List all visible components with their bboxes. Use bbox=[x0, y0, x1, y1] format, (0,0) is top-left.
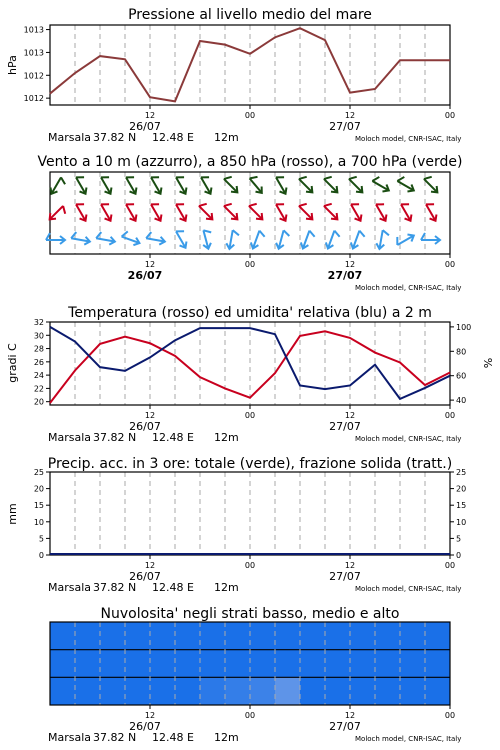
footer-lat: 37.82 N bbox=[93, 581, 137, 594]
barb-shaft bbox=[351, 204, 360, 220]
barb-shaft bbox=[50, 206, 63, 219]
cloud-cell bbox=[50, 622, 76, 650]
date-label: 26/07 bbox=[129, 570, 161, 583]
barb-shaft bbox=[101, 177, 110, 193]
barb-shaft bbox=[224, 179, 237, 192]
footer-lon: 12.48 E bbox=[152, 731, 194, 744]
x-tick-label: 12 bbox=[144, 260, 156, 269]
footer-lon: 12.48 E bbox=[152, 431, 194, 444]
barb-shaft bbox=[349, 179, 362, 192]
y-axis-label: gradi C bbox=[6, 343, 19, 383]
y-axis-label-right: % bbox=[482, 357, 495, 369]
pressure-point bbox=[75, 73, 76, 74]
cloud-cell bbox=[400, 677, 426, 705]
x-tick-label: 12 bbox=[144, 711, 156, 720]
y-tick-label: 24 bbox=[33, 371, 44, 381]
pressure-point bbox=[425, 60, 426, 61]
y-tick-label-right: 10 bbox=[456, 517, 467, 527]
pressure-point bbox=[125, 59, 126, 60]
barb-shaft bbox=[303, 231, 309, 248]
y-tick-label-right: 40 bbox=[456, 396, 467, 406]
barb-shaft bbox=[224, 206, 237, 219]
x-tick-label: 00 bbox=[244, 711, 256, 720]
wind-barb bbox=[221, 201, 242, 222]
cloud-cell bbox=[250, 650, 276, 678]
wind-barb bbox=[246, 201, 267, 222]
wind-barb bbox=[421, 233, 440, 244]
cloud-cell bbox=[300, 650, 326, 678]
cloud-cell bbox=[325, 677, 351, 705]
wind-barb bbox=[296, 201, 317, 222]
x-tick-label: 00 bbox=[444, 711, 456, 720]
barb-shaft bbox=[122, 237, 139, 243]
cloud-cell bbox=[250, 622, 276, 650]
x-tick-label: 12 bbox=[344, 561, 356, 570]
panel-title: Pressione al livello medio del mare bbox=[128, 7, 372, 23]
pressure-point bbox=[275, 37, 276, 38]
cloud-cell bbox=[75, 650, 101, 678]
wind-barb bbox=[346, 174, 367, 195]
barb-shaft bbox=[126, 204, 135, 220]
cloud-cell bbox=[225, 622, 251, 650]
barb-shaft bbox=[299, 179, 312, 192]
cloud-cell bbox=[400, 650, 426, 678]
wind-barb bbox=[70, 231, 91, 245]
wind-barb bbox=[46, 233, 65, 244]
footer-model: Moloch model, CNR-ISAC, Italy bbox=[355, 135, 462, 143]
date-label: 27/07 bbox=[329, 570, 361, 583]
cloud-cell bbox=[325, 622, 351, 650]
date-label: 26/07 bbox=[127, 269, 163, 282]
panel-title: Precip. acc. in 3 ore: totale (verde), frazione solida (tratt.) bbox=[47, 456, 453, 472]
pressure-point bbox=[400, 60, 401, 61]
cloud-cell bbox=[100, 650, 126, 678]
date-label: 27/07 bbox=[329, 720, 361, 733]
barb-shaft bbox=[426, 204, 435, 220]
barb-shaft bbox=[201, 177, 210, 193]
barb-shaft bbox=[324, 206, 337, 219]
cloud-cell bbox=[275, 677, 301, 705]
pressure-point bbox=[300, 28, 301, 29]
wind-barb bbox=[196, 201, 217, 222]
y-tick-label: 1013 bbox=[23, 48, 44, 58]
cloud-cell bbox=[425, 677, 451, 705]
barb-shaft bbox=[276, 204, 285, 220]
wind-barb bbox=[225, 229, 239, 250]
cloud-cell bbox=[350, 677, 376, 705]
footer-elevation: 12m bbox=[214, 131, 239, 144]
y-tick-label: 25 bbox=[33, 468, 44, 477]
wind-barb bbox=[296, 174, 317, 195]
x-tick-label: 00 bbox=[444, 561, 456, 570]
cloud-cell bbox=[200, 677, 226, 705]
y-tick-label: 32 bbox=[33, 318, 44, 327]
x-tick-label: 12 bbox=[344, 260, 356, 269]
y-axis-label: hPa bbox=[6, 55, 19, 75]
barb-shaft bbox=[299, 206, 312, 219]
wind-barb bbox=[375, 229, 389, 250]
y-tick-label: 22 bbox=[33, 384, 44, 394]
footer-station: Marsala bbox=[48, 131, 92, 144]
barb-feather bbox=[421, 233, 425, 240]
cloud-cell bbox=[400, 622, 426, 650]
footer-elevation: 12m bbox=[214, 731, 239, 744]
y-tick-label-right: 80 bbox=[456, 347, 467, 357]
date-label: 26/07 bbox=[129, 720, 161, 733]
barb-shaft bbox=[76, 177, 85, 193]
cloud-cell bbox=[200, 650, 226, 678]
cloud-cell bbox=[150, 677, 176, 705]
x-tick-label: 00 bbox=[244, 260, 256, 269]
wind-barb bbox=[321, 174, 342, 195]
barb-shaft bbox=[328, 231, 334, 248]
barb-shaft bbox=[151, 204, 160, 220]
barb-shaft bbox=[52, 177, 61, 193]
footer-model: Moloch model, CNR-ISAC, Italy bbox=[355, 284, 462, 292]
wind-barb bbox=[145, 231, 166, 245]
x-tick-label: 00 bbox=[244, 561, 256, 570]
y-tick-label-right: 5 bbox=[456, 534, 462, 544]
x-tick-label: 00 bbox=[444, 111, 456, 120]
cloud-cell bbox=[375, 677, 401, 705]
footer-station: Marsala bbox=[48, 581, 92, 594]
cloud-cell bbox=[275, 622, 301, 650]
pressure-point bbox=[350, 92, 351, 93]
x-tick-label: 12 bbox=[344, 111, 356, 120]
wind-barb bbox=[249, 229, 266, 251]
footer-model: Moloch model, CNR-ISAC, Italy bbox=[355, 585, 462, 593]
y-tick-label: 1012 bbox=[23, 71, 44, 81]
date-label: 26/07 bbox=[129, 120, 161, 133]
y-tick-label: 20 bbox=[33, 484, 44, 494]
x-tick-label: 00 bbox=[244, 111, 256, 120]
cloud-cell bbox=[125, 622, 151, 650]
barb-shaft bbox=[199, 206, 212, 219]
cloud-cell bbox=[325, 650, 351, 678]
cloud-cell bbox=[125, 677, 151, 705]
y-tick-label: 1012 bbox=[23, 94, 44, 104]
cloud-cell bbox=[125, 650, 151, 678]
cloud-cell bbox=[100, 677, 126, 705]
cloud-cell bbox=[150, 650, 176, 678]
wind-barb bbox=[200, 229, 216, 250]
pressure-point bbox=[250, 53, 251, 54]
cloud-cell bbox=[425, 622, 451, 650]
barb-shaft bbox=[76, 204, 85, 220]
barb-shaft bbox=[276, 177, 285, 193]
barb-shaft bbox=[253, 231, 259, 248]
footer-station: Marsala bbox=[48, 431, 92, 444]
x-tick-label: 00 bbox=[244, 411, 256, 420]
cloud-cell bbox=[425, 650, 451, 678]
footer-lon: 12.48 E bbox=[152, 131, 194, 144]
y-tick-label: 5 bbox=[38, 534, 44, 544]
y-tick-label-right: 60 bbox=[456, 371, 467, 381]
panel-title: Temperatura (rosso) ed umidita' relativa (blu) a 2 m bbox=[68, 305, 432, 321]
cloud-cell bbox=[75, 677, 101, 705]
y-axis-label: mm bbox=[6, 503, 19, 525]
wind-barb bbox=[349, 229, 366, 251]
panel-title: Nuvolosita' negli strati basso, medio e alto bbox=[100, 606, 400, 622]
x-tick-label: 00 bbox=[444, 260, 456, 269]
pressure-point bbox=[375, 89, 376, 90]
cloud-cell bbox=[300, 677, 326, 705]
date-label: 27/07 bbox=[329, 120, 361, 133]
footer-lat: 37.82 N bbox=[93, 431, 137, 444]
barb-shaft bbox=[324, 179, 337, 192]
cloud-cell bbox=[225, 650, 251, 678]
x-tick-label: 12 bbox=[144, 111, 156, 120]
footer-lat: 37.82 N bbox=[93, 731, 137, 744]
y-tick-label: 30 bbox=[33, 331, 44, 341]
y-tick-label: 28 bbox=[33, 344, 44, 354]
date-label: 26/07 bbox=[129, 420, 161, 433]
cloud-cell bbox=[375, 622, 401, 650]
barb-shaft bbox=[176, 204, 185, 220]
wind-barb bbox=[394, 229, 416, 248]
y-tick-label-right: 25 bbox=[456, 468, 467, 477]
footer-model: Moloch model, CNR-ISAC, Italy bbox=[355, 735, 462, 743]
barb-shaft bbox=[249, 206, 262, 219]
y-tick-label-right: 15 bbox=[456, 501, 467, 511]
cloud-cell bbox=[350, 622, 376, 650]
barb-shaft bbox=[176, 231, 185, 247]
x-tick-label: 00 bbox=[444, 411, 456, 420]
wind-barb bbox=[120, 230, 142, 247]
wind-barb bbox=[221, 174, 242, 195]
pressure-point bbox=[150, 97, 151, 98]
footer-elevation: 12m bbox=[214, 431, 239, 444]
cloud-cell bbox=[100, 622, 126, 650]
wind-barb bbox=[95, 231, 116, 245]
barb-shaft bbox=[353, 231, 359, 248]
barb-shaft bbox=[401, 204, 410, 220]
y-tick-label: 1013 bbox=[23, 25, 44, 35]
barb-shaft bbox=[250, 178, 262, 192]
y-tick-label: 20 bbox=[33, 397, 44, 407]
y-tick-label-right: 100 bbox=[456, 322, 472, 332]
pressure-point bbox=[225, 44, 226, 45]
barb-shaft bbox=[376, 204, 385, 220]
x-tick-label: 12 bbox=[344, 411, 356, 420]
y-tick-label: 15 bbox=[33, 501, 44, 511]
x-tick-label: 12 bbox=[144, 561, 156, 570]
panel-title: Vento a 10 m (azzurro), a 850 hPa (rosso), a 700 hPa (verde) bbox=[37, 154, 463, 170]
footer-lat: 37.82 N bbox=[93, 131, 137, 144]
wind-barb bbox=[321, 201, 342, 222]
cloud-cell bbox=[250, 677, 276, 705]
barb-shaft bbox=[424, 179, 437, 192]
pressure-point bbox=[100, 56, 101, 57]
x-tick-label: 12 bbox=[144, 411, 156, 420]
cloud-cell bbox=[375, 650, 401, 678]
pressure-point bbox=[200, 41, 201, 42]
y-tick-label: 10 bbox=[33, 517, 44, 527]
wind-barb bbox=[370, 175, 392, 194]
y-tick-label-right: 0 bbox=[456, 551, 462, 560]
cloud-cell bbox=[175, 677, 201, 705]
footer-station: Marsala bbox=[48, 731, 92, 744]
footer-lon: 12.48 E bbox=[152, 581, 194, 594]
footer-model: Moloch model, CNR-ISAC, Italy bbox=[355, 435, 462, 443]
x-tick-label: 12 bbox=[344, 711, 356, 720]
cloud-cell bbox=[150, 622, 176, 650]
barb-shaft bbox=[151, 177, 160, 193]
cloud-cell bbox=[300, 622, 326, 650]
cloud-cell bbox=[50, 677, 76, 705]
barb-shaft bbox=[101, 204, 110, 220]
pressure-point bbox=[175, 101, 176, 102]
date-label: 27/07 bbox=[327, 269, 363, 282]
pressure-point bbox=[325, 40, 326, 41]
cloud-cell bbox=[50, 650, 76, 678]
barb-shaft bbox=[126, 177, 135, 193]
barb-shaft bbox=[176, 177, 185, 193]
wind-barb bbox=[324, 229, 341, 251]
cloud-cell bbox=[275, 650, 301, 678]
date-label: 27/07 bbox=[329, 420, 361, 433]
wind-barb bbox=[395, 175, 417, 194]
wind-barb bbox=[299, 229, 316, 251]
wind-barb bbox=[48, 175, 67, 197]
cloud-cell bbox=[175, 622, 201, 650]
cloud-cell bbox=[200, 622, 226, 650]
y-tick-label: 0 bbox=[38, 551, 44, 560]
y-tick-label-right: 20 bbox=[456, 484, 467, 494]
cloud-cell bbox=[350, 650, 376, 678]
y-tick-label: 26 bbox=[33, 357, 44, 367]
cloud-cell bbox=[225, 677, 251, 705]
wind-barb bbox=[421, 174, 442, 195]
wind-barb bbox=[275, 229, 291, 250]
cloud-cell bbox=[175, 650, 201, 678]
footer-elevation: 12m bbox=[214, 581, 239, 594]
cloud-cell bbox=[75, 622, 101, 650]
pressure-point bbox=[50, 93, 51, 94]
